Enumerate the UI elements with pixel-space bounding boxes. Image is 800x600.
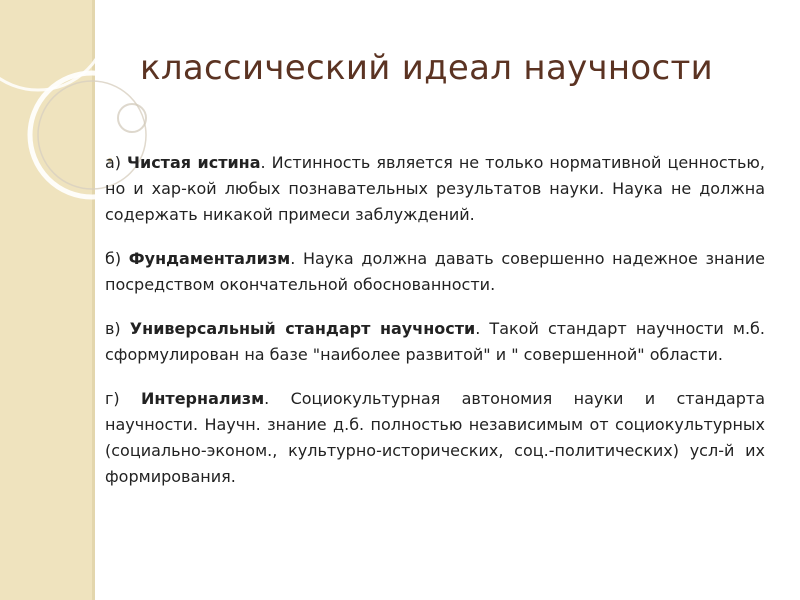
paragraph-pure-truth [105, 150, 765, 228]
paragraph-prefix: б) [105, 249, 129, 268]
paragraph-term: Универсальный стандарт научности [129, 319, 476, 338]
slide-body [105, 150, 765, 508]
paragraph-text: . Наука должна давать совершенно надежное знание посредством окончательной обоснованности. [105, 249, 765, 294]
paragraph-fundamentalism [105, 246, 765, 298]
paragraph-term: Интернализм [140, 389, 265, 408]
paragraph-term: Фундаментализм [128, 249, 291, 268]
paragraph-internalism [105, 386, 765, 490]
paragraph-text: . Социокультурная автономия науки и стандарта научности. Научн. знание д.б. полностью независимым от социокультурных (социально-эконом., культурно-исторических, соц.-политических) усл-й их формирования. [105, 389, 766, 486]
paragraph-prefix: в) [105, 319, 130, 338]
decorative-circle-small [118, 104, 146, 132]
paragraph-text: . Такой стандарт научности м.б. сформулирован на базе "наиболее развитой" и " совершенной" области. [105, 319, 765, 364]
paragraph-text: . Истинность является не только нормативной ценностью, но и хар-кой любых познавательных результатов науки. Наука не должна содержать никакой примеси заблуждений. [105, 153, 765, 224]
slide-title: классический идеал научности [140, 48, 714, 88]
paragraph-universal-standard [105, 316, 765, 368]
decorative-circle-top [0, 0, 108, 90]
paragraph-prefix: а) [105, 153, 128, 172]
paragraph-term: Чистая истина [127, 153, 261, 172]
paragraph-prefix: г) [105, 389, 141, 408]
